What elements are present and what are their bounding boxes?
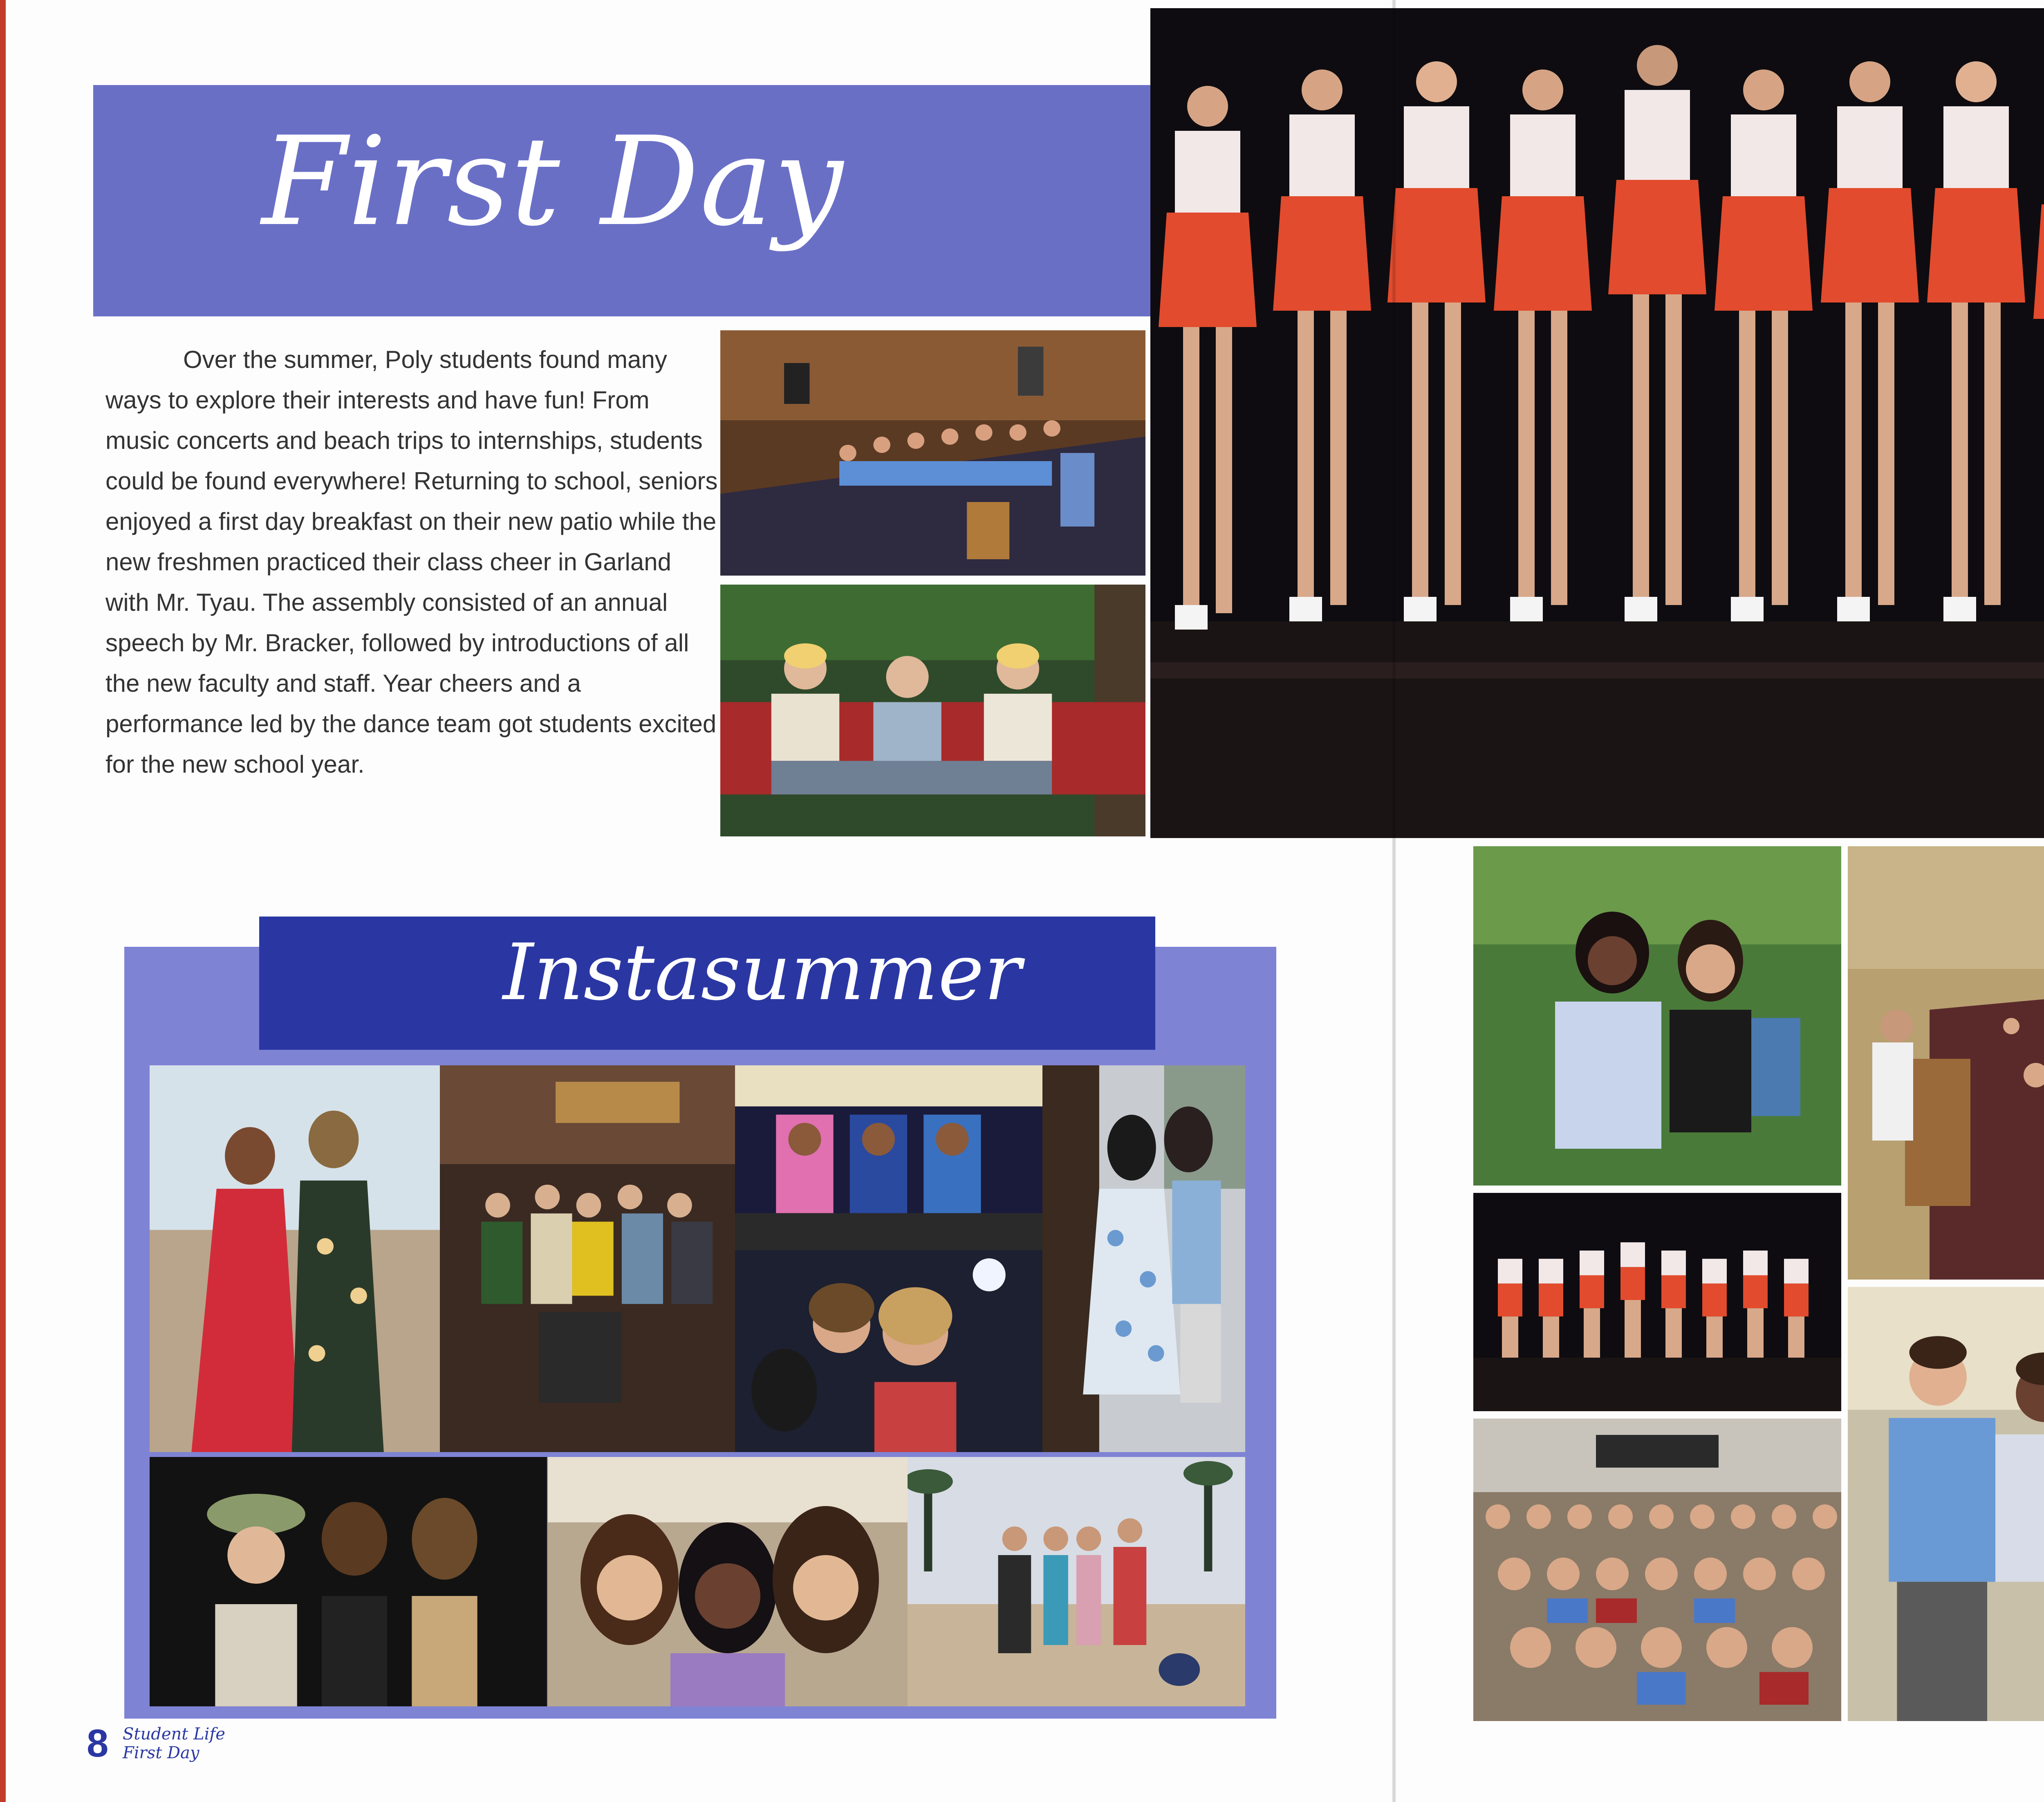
spine-gutter (1392, 0, 1396, 1802)
photo-crowd-cheering (1473, 1419, 1841, 1721)
folio-section-left: Student Life (123, 1725, 225, 1744)
insta-photo-night-group (440, 1065, 737, 1452)
intro-paragraph: Over the summer, Poly students found many ways to explore their interests and have fun! From music concerts and beach trips to internships, students could be found everywhere! Returning to school, seniors enjoyed a first day breakfast on their new patio while the new freshmen practiced their class cheer in Garland with Mr. Tyau. The assembly consisted of an annual speech by Mr. Bracker, followed by introductions of all the new faculty and staff. Year cheers and a performance led by the dance team got students excited for the new school year. (105, 346, 718, 778)
insta-photo-night-selfie (735, 1250, 1042, 1452)
page-title: First Day (262, 110, 844, 253)
insta-photo-go-karts (735, 1065, 1042, 1250)
folio-subsection-left: First Day (123, 1744, 199, 1762)
instasummer-title: Instasummer (503, 927, 1022, 1018)
insta-photo-beach-two (150, 1065, 442, 1452)
insta-photo-three-friends (548, 1457, 908, 1706)
photo-dance-team-stage (1150, 8, 2044, 838)
photo-assembly-speaker (1848, 846, 2044, 1280)
photo-theater-crowd (720, 330, 1145, 576)
insta-photo-beach-group (908, 1457, 1245, 1706)
intro-text (105, 339, 719, 784)
photo-three-boys-bench (720, 585, 1145, 836)
photo-group-of-boys (1848, 1287, 2044, 1721)
insta-photo-three-girls-hat (150, 1457, 547, 1706)
page-edge-left (0, 0, 6, 1802)
photo-dance-small (1473, 1193, 1841, 1411)
insta-photo-two-girls-street (1042, 1065, 1245, 1452)
photo-two-girls-outdoors (1473, 846, 1841, 1186)
page-number-left: 8 (87, 1721, 109, 1765)
